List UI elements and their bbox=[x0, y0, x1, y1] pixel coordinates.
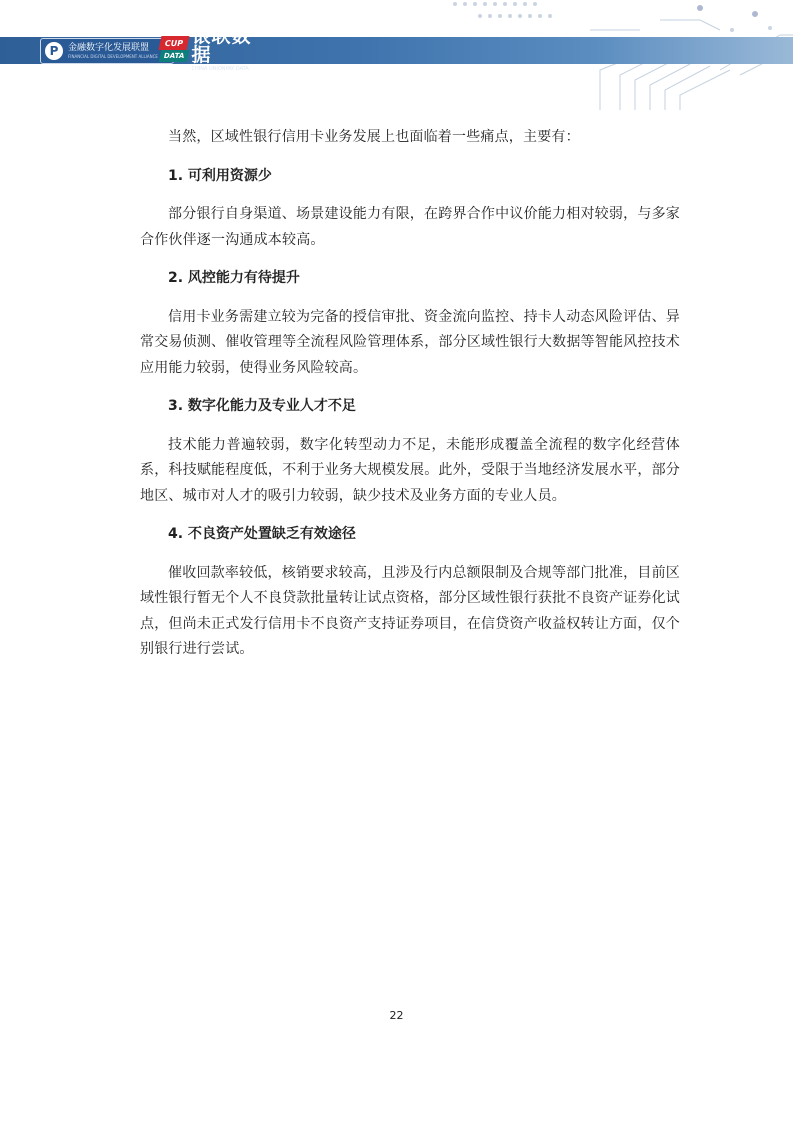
section-heading: 2. 风控能力有待提升 bbox=[168, 270, 300, 286]
unionpay-data-english: CHINA UNIONPAY DATA bbox=[191, 65, 249, 72]
alliance-logo bbox=[40, 38, 174, 64]
page-number: 22 bbox=[389, 1009, 404, 1022]
alliance-logo-name: 金融数字化发展联盟 bbox=[68, 42, 150, 53]
cup-data-icon: CUP DATA bbox=[160, 36, 187, 62]
intro-paragraph: 当然，区域性银行信用卡业务发展上也面临着一些痛点，主要有： bbox=[168, 129, 580, 145]
section-heading: 3. 数字化能力及专业人才不足 bbox=[168, 398, 356, 414]
section-paragraph: 信用卡业务需建立较为完备的授信审批、资金流向监控、持卡人动态风险评估、异常交易侦测、催收管理等全流程风险管理体系，部分区域性银行大数据等智能风控技术应用能力较弱，使得业务风险较高。 bbox=[140, 308, 680, 376]
alliance-logo-english: FINANCIAL DIGITAL DEVELOPMENT ALLIANCE bbox=[68, 53, 158, 59]
section-paragraph: 技术能力普遍较弱，数字化转型动力不足，未能形成覆盖全流程的数字化经营体系，科技赋能程度低，不利于业务大规模发展。此外，受限于当地经济发展水平，部分地区、城市对人才的吸引力较弱，缺少技术及业务方面的专业人员。 bbox=[140, 436, 680, 504]
page-header bbox=[0, 0, 793, 110]
section-paragraph: 催收回款率较低，核销要求较高，且涉及行内总额限制及合规等部门批准，目前区域性银行暂无个人不良贷款批量转让试点资格，部分区域性银行获批不良资产证券化试点，但尚未正式发行信用卡不良资产支持证券项目，在信贷资产收益权转让方面，仅个别银行进行尝试。 bbox=[140, 564, 680, 657]
section-heading: 1. 可利用资源少 bbox=[168, 167, 272, 184]
alliance-logo-icon: P bbox=[45, 42, 63, 60]
document-body bbox=[140, 125, 680, 663]
section-paragraph: 部分银行自身渠道、场景建设能力有限，在跨界合作中议价能力相对较弱，与多家合作伙伴逐一沟通成本较高。 bbox=[140, 206, 680, 248]
unionpay-data-logo bbox=[160, 24, 270, 72]
unionpay-data-name: 银联数据 bbox=[191, 24, 252, 66]
section-heading: 4. 不良资产处置缺乏有效途径 bbox=[168, 526, 356, 542]
